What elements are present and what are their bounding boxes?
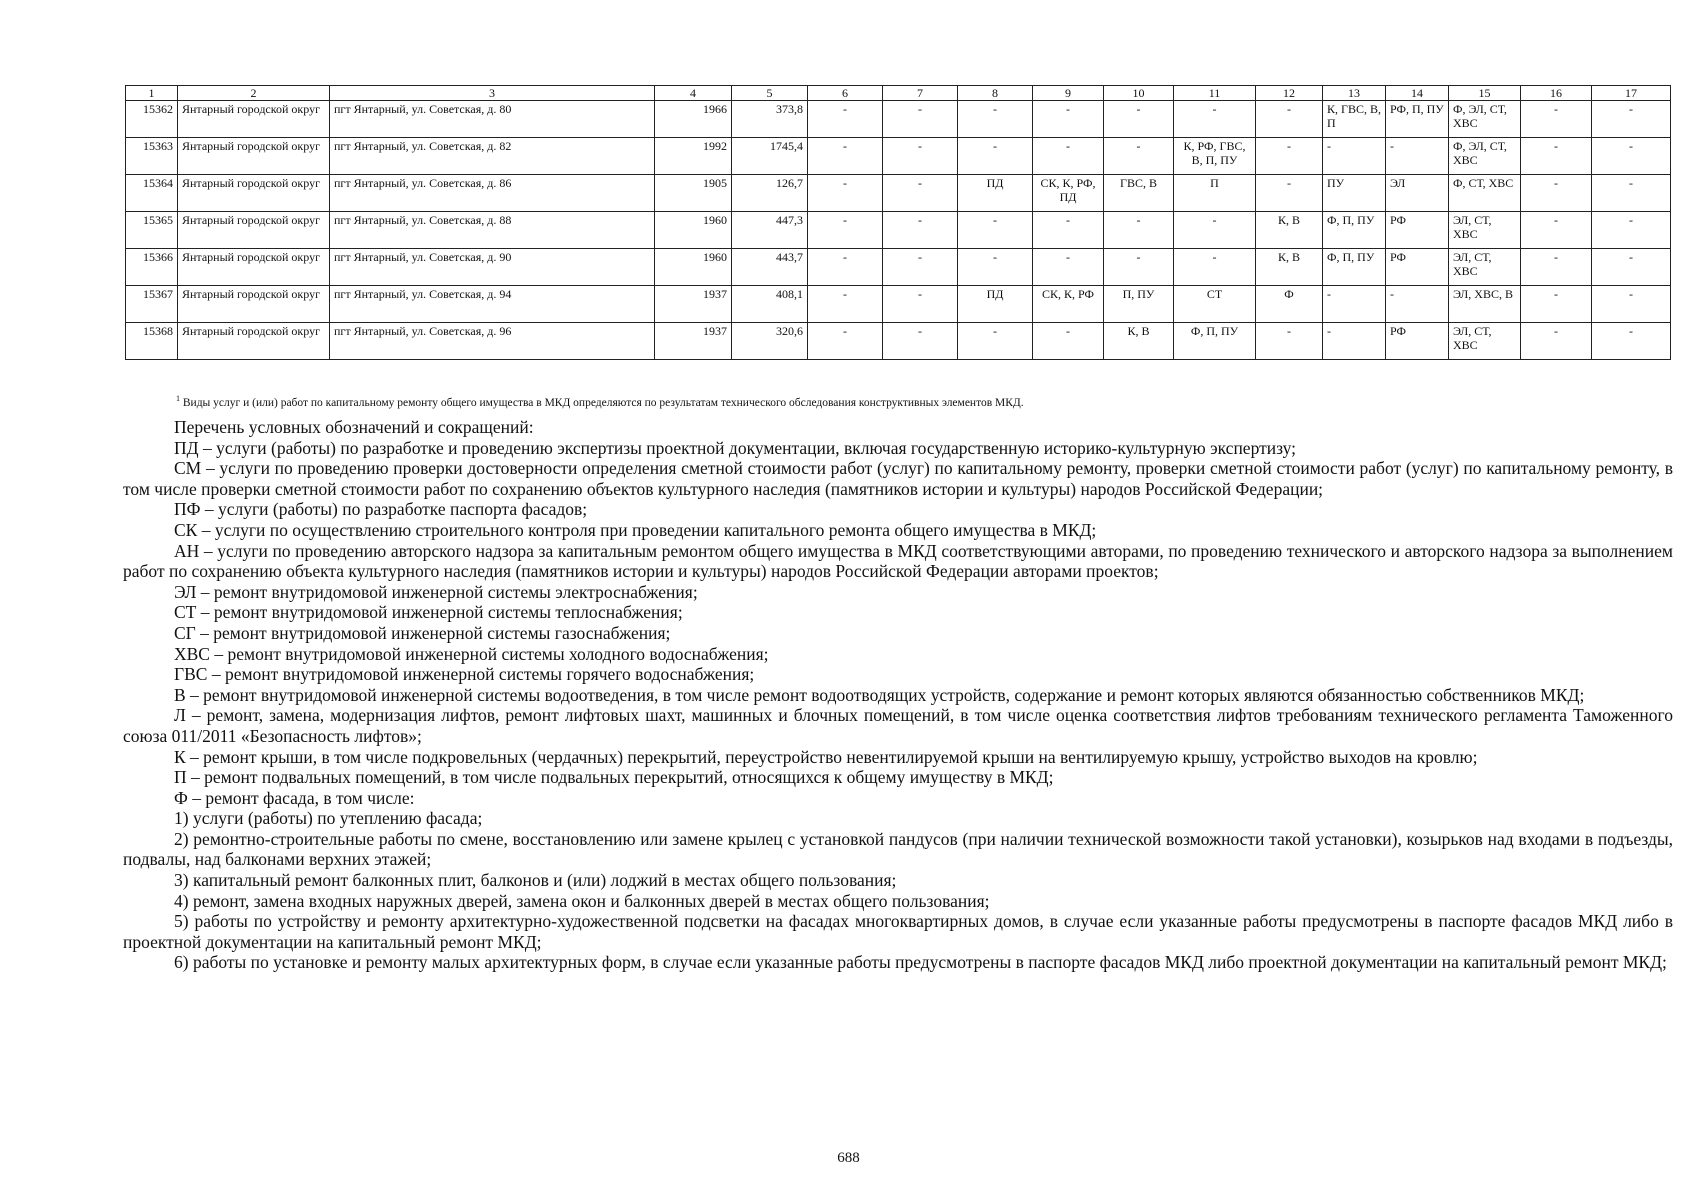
work-type-cell-11: СТ <box>1174 286 1256 323</box>
column-header: 15 <box>1449 86 1521 101</box>
legend-item: СМ – услуги по проведению проверки достоверности определения сметной стоимости работ (услуг) по капитальному ремонту, проверки сметной стоимости работ (услуг) по капитальному ремонту, в том числе проверки сметной стоимости работ по сохранению объектов культурного наследия (памятников истории и культуры) народов Российской Федерации; <box>123 458 1673 499</box>
legend-section <box>123 417 1673 973</box>
municipality-cell: Янтарный городской округ <box>178 249 330 286</box>
work-type-cell-10: П, ПУ <box>1104 286 1174 323</box>
table-row <box>126 212 1671 249</box>
column-header: 5 <box>732 86 808 101</box>
capital-repair-table <box>125 85 1671 360</box>
work-type-cell-15: ЭЛ, СТ, ХВС <box>1449 212 1521 249</box>
column-header: 1 <box>126 86 178 101</box>
work-type-cell-10: К, В <box>1104 323 1174 360</box>
table-row <box>126 323 1671 360</box>
work-type-cell-17: - <box>1592 249 1671 286</box>
work-type-cell-6: - <box>808 175 883 212</box>
work-type-cell-17: - <box>1592 212 1671 249</box>
work-type-cell-7: - <box>883 286 958 323</box>
id-cell: 15364 <box>126 175 178 212</box>
address-cell: пгт Янтарный, ул. Советская, д. 88 <box>330 212 655 249</box>
work-type-cell-11: - <box>1174 249 1256 286</box>
work-type-cell-11: К, РФ, ГВС, В, П, ПУ <box>1174 138 1256 175</box>
column-header: 17 <box>1592 86 1671 101</box>
year-cell: 1937 <box>655 286 732 323</box>
year-cell: 1960 <box>655 249 732 286</box>
work-type-cell-10: ГВС, В <box>1104 175 1174 212</box>
year-cell: 1905 <box>655 175 732 212</box>
work-type-cell-17: - <box>1592 323 1671 360</box>
work-type-cell-9: - <box>1033 323 1104 360</box>
legend-item: ПФ – услуги (работы) по разработке паспорта фасадов; <box>174 499 588 520</box>
work-type-cell-7: - <box>883 101 958 138</box>
work-type-cell-17: - <box>1592 175 1671 212</box>
header-row <box>126 86 1671 101</box>
column-header: 8 <box>958 86 1033 101</box>
year-cell: 1966 <box>655 101 732 138</box>
area-cell: 373,8 <box>732 101 808 138</box>
work-type-cell-7: - <box>883 175 958 212</box>
work-type-cell-14: РФ, П, ПУ <box>1386 101 1449 138</box>
work-type-cell-7: - <box>883 323 958 360</box>
municipality-cell: Янтарный городской округ <box>178 101 330 138</box>
work-type-cell-12: Ф <box>1256 286 1323 323</box>
work-type-cell-10: - <box>1104 101 1174 138</box>
legend-item: АН – услуги по проведению авторского надзора за капитальным ремонтом общего имущества в МКД соответствующими авторами, по проведению технического и авторского надзора за выполнением работ по сохранению объекта культурного наследия (памятников истории и культуры) народов Российской Федерации авторами проектов; <box>123 540 1673 582</box>
work-type-cell-7: - <box>883 249 958 286</box>
id-cell: 15367 <box>126 286 178 323</box>
work-type-cell-16: - <box>1521 323 1592 360</box>
table-row <box>126 138 1671 175</box>
work-type-cell-6: - <box>808 138 883 175</box>
work-type-cell-6: - <box>808 101 883 138</box>
work-type-cell-17: - <box>1592 138 1671 175</box>
area-cell: 443,7 <box>732 249 808 286</box>
legend-item: 2) ремонтно-строительные работы по смене, восстановлению или замене крылец с установкой пандусов (при наличии технической возможности такой установки), козырьков над входами в подъезды, подвалы, над балконами верхних этажей; <box>123 828 1673 870</box>
legend-item: 4) ремонт, замена входных наружных дверей, замена окон и балконных дверей в местах общего пользования; <box>174 890 990 911</box>
municipality-cell: Янтарный городской округ <box>178 138 330 175</box>
work-type-cell-9: - <box>1033 249 1104 286</box>
column-header: 6 <box>808 86 883 101</box>
work-type-cell-17: - <box>1592 101 1671 138</box>
work-type-cell-13: Ф, П, ПУ <box>1323 249 1386 286</box>
year-cell: 1937 <box>655 323 732 360</box>
legend-item: Л – ремонт, замена, модернизация лифтов, ремонт лифтовых шахт, машинных и блочных помещений, в том числе оценка соответствия лифтов требованиям технического регламента Таможенного союза 011/2011 «Безопасность лифтов»; <box>123 705 1673 746</box>
legend-item: 6) работы по установке и ремонту малых архитектурных форм, в случае если указанные работы предусмотрены в паспорте фасадов МКД либо проектной документации на капитальный ремонт МКД; <box>174 952 1667 973</box>
address-cell: пгт Янтарный, ул. Советская, д. 90 <box>330 249 655 286</box>
work-type-cell-15: Ф, СТ, ХВС <box>1449 175 1521 212</box>
column-header: 14 <box>1386 86 1449 101</box>
legend-item: 3) капитальный ремонт балконных плит, балконов и (или) лоджий в местах общего пользования; <box>174 870 897 891</box>
work-type-cell-8: - <box>958 249 1033 286</box>
work-type-cell-6: - <box>808 286 883 323</box>
footnote-text: Виды услуг и (или) работ по капитальному ремонту общего имущества в МКД определяются по результатам технического обследования конструктивных элементов МКД. <box>182 396 1024 409</box>
footnote-mark: 1 <box>176 394 180 403</box>
page-number: 688 <box>837 1150 860 1166</box>
work-type-cell-13: ПУ <box>1323 175 1386 212</box>
address-cell: пгт Янтарный, ул. Советская, д. 94 <box>330 286 655 323</box>
work-type-cell-9: - <box>1033 138 1104 175</box>
id-cell: 15368 <box>126 323 178 360</box>
work-type-cell-16: - <box>1521 286 1592 323</box>
area-cell: 408,1 <box>732 286 808 323</box>
address-cell: пгт Янтарный, ул. Советская, д. 82 <box>330 138 655 175</box>
id-cell: 15363 <box>126 138 178 175</box>
work-type-cell-15: ЭЛ, СТ, ХВС <box>1449 323 1521 360</box>
work-type-cell-14: РФ <box>1386 212 1449 249</box>
legend-item: К – ремонт крыши, в том числе подкровельных (чердачных) перекрытий, переустройство невентилируемой крыши на вентилируемую крышу, устройство выходов на кровлю; <box>174 746 1478 767</box>
area-cell: 1745,4 <box>732 138 808 175</box>
work-type-cell-8: ПД <box>958 286 1033 323</box>
work-type-cell-15: ЭЛ, СТ, ХВС <box>1449 249 1521 286</box>
work-type-cell-15: Ф, ЭЛ, СТ, ХВС <box>1449 138 1521 175</box>
column-header: 9 <box>1033 86 1104 101</box>
work-type-cell-8: - <box>958 138 1033 175</box>
work-type-cell-9: СК, К, РФ, ПД <box>1033 175 1104 212</box>
work-type-cell-12: - <box>1256 175 1323 212</box>
legend-title: Перечень условных обозначений и сокращений: <box>174 417 534 437</box>
work-type-cell-11: - <box>1174 212 1256 249</box>
work-type-cell-6: - <box>808 212 883 249</box>
work-type-cell-6: - <box>808 249 883 286</box>
work-type-cell-13: Ф, П, ПУ <box>1323 212 1386 249</box>
legend-item: 5) работы по устройству и ремонту архитектурно-художественной подсветки на фасадах многоквартирных домов, в случае если указанные работы предусмотрены в паспорте фасадов МКД либо в проектной документации на капитальный ремонт МКД; <box>123 911 1673 952</box>
work-type-cell-13: - <box>1323 138 1386 175</box>
work-type-cell-10: - <box>1104 138 1174 175</box>
work-type-cell-7: - <box>883 138 958 175</box>
area-cell: 447,3 <box>732 212 808 249</box>
work-type-cell-14: - <box>1386 286 1449 323</box>
municipality-cell: Янтарный городской округ <box>178 212 330 249</box>
table-row <box>126 101 1671 138</box>
work-type-cell-12: К, В <box>1256 249 1323 286</box>
work-type-cell-17: - <box>1592 286 1671 323</box>
column-header: 10 <box>1104 86 1174 101</box>
legend-item: СГ – ремонт внутридомовой инженерной системы газоснабжения; <box>174 622 671 643</box>
legend-item: Ф – ремонт фасада, в том числе: <box>174 787 415 808</box>
municipality-cell: Янтарный городской округ <box>178 323 330 360</box>
work-type-cell-16: - <box>1521 212 1592 249</box>
work-type-cell-8: - <box>958 101 1033 138</box>
id-cell: 15366 <box>126 249 178 286</box>
table-body <box>126 101 1671 360</box>
work-type-cell-7: - <box>883 212 958 249</box>
area-cell: 320,6 <box>732 323 808 360</box>
work-type-cell-9: - <box>1033 212 1104 249</box>
work-type-cell-13: - <box>1323 286 1386 323</box>
column-header: 3 <box>330 86 655 101</box>
address-cell: пгт Янтарный, ул. Советская, д. 86 <box>330 175 655 212</box>
work-type-cell-12: - <box>1256 138 1323 175</box>
id-cell: 15362 <box>126 101 178 138</box>
column-header: 7 <box>883 86 958 101</box>
work-type-cell-6: - <box>808 323 883 360</box>
year-cell: 1992 <box>655 138 732 175</box>
municipality-cell: Янтарный городской округ <box>178 175 330 212</box>
work-type-cell-16: - <box>1521 175 1592 212</box>
work-type-cell-11: - <box>1174 101 1256 138</box>
legend-items <box>123 438 1673 973</box>
work-type-cell-12: К, В <box>1256 212 1323 249</box>
work-type-cell-10: - <box>1104 249 1174 286</box>
column-header: 16 <box>1521 86 1592 101</box>
work-type-cell-14: РФ <box>1386 323 1449 360</box>
work-type-cell-16: - <box>1521 138 1592 175</box>
legend-item: ХВС – ремонт внутридомовой инженерной системы холодного водоснабжения; <box>174 643 769 664</box>
work-type-cell-8: ПД <box>958 175 1033 212</box>
work-type-cell-14: ЭЛ <box>1386 175 1449 212</box>
area-cell: 126,7 <box>732 175 808 212</box>
column-header: 2 <box>178 86 330 101</box>
address-cell: пгт Янтарный, ул. Советская, д. 80 <box>330 101 655 138</box>
column-header: 12 <box>1256 86 1323 101</box>
legend-item: 1) услуги (работы) по утеплению фасада; <box>174 808 483 829</box>
work-type-cell-8: - <box>958 323 1033 360</box>
column-header: 11 <box>1174 86 1256 101</box>
legend-item: ЭЛ – ремонт внутридомовой инженерной системы электроснабжения; <box>174 581 698 602</box>
work-type-cell-10: - <box>1104 212 1174 249</box>
work-type-cell-13: К, ГВС, В, П <box>1323 101 1386 138</box>
table-row <box>126 249 1671 286</box>
legend-item: ПД – услуги (работы) по разработке и проведению экспертизы проектной документации, включая государственную историко-культурную экспертизу; <box>174 437 1297 458</box>
legend-item: П – ремонт подвальных помещений, в том числе подвальных перекрытий, относящихся к общему имуществу в МКД; <box>174 767 1054 788</box>
work-type-cell-8: - <box>958 212 1033 249</box>
work-type-cell-13: - <box>1323 323 1386 360</box>
municipality-cell: Янтарный городской округ <box>178 286 330 323</box>
work-type-cell-12: - <box>1256 323 1323 360</box>
work-type-cell-15: Ф, ЭЛ, СТ, ХВС <box>1449 101 1521 138</box>
work-type-cell-12: - <box>1256 101 1323 138</box>
legend-item: СК – услуги по осуществлению строительного контроля при проведении капитального ремонта общего имущества в МКД; <box>174 519 1097 540</box>
legend-item: ГВС – ремонт внутридомовой инженерной системы горячего водоснабжения; <box>174 664 755 685</box>
id-cell: 15365 <box>126 212 178 249</box>
work-type-cell-11: Ф, П, ПУ <box>1174 323 1256 360</box>
work-type-cell-9: СК, К, РФ <box>1033 286 1104 323</box>
work-type-cell-14: РФ <box>1386 249 1449 286</box>
work-type-cell-16: - <box>1521 249 1592 286</box>
legend-item: В – ремонт внутридомовой инженерной системы водоотведения, в том числе ремонт водоотводящих устройств, содержание и ремонт которых являются обязанностью собственников МКД; <box>174 684 1585 705</box>
work-type-cell-15: ЭЛ, ХВС, В <box>1449 286 1521 323</box>
table-row <box>126 175 1671 212</box>
legend-item: СТ – ремонт внутридомовой инженерной системы теплоснабжения; <box>174 602 683 623</box>
work-type-cell-16: - <box>1521 101 1592 138</box>
table-row <box>126 286 1671 323</box>
year-cell: 1960 <box>655 212 732 249</box>
table-footnote <box>176 392 1024 410</box>
column-header: 13 <box>1323 86 1386 101</box>
work-type-cell-11: П <box>1174 175 1256 212</box>
work-type-cell-14: - <box>1386 138 1449 175</box>
address-cell: пгт Янтарный, ул. Советская, д. 96 <box>330 323 655 360</box>
work-type-cell-9: - <box>1033 101 1104 138</box>
column-header: 4 <box>655 86 732 101</box>
